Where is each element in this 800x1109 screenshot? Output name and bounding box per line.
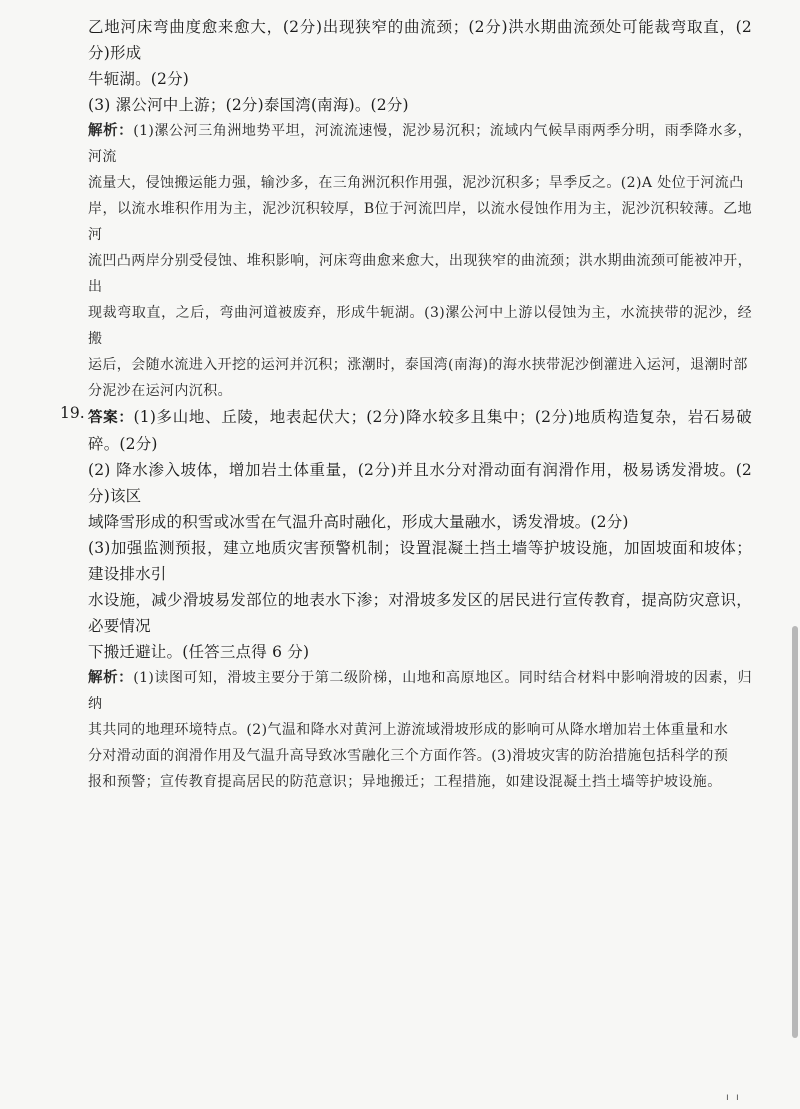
q18-analysis-line: 岸，以流水堆积作用为主，泥沙沉积较厚，B位于河流凹岸，以流水侵蚀作用为主，泥沙沉积较薄。乙地河 (88, 201, 752, 243)
footer-mark: ı ı (726, 1092, 741, 1103)
q19-analysis-line: 其共同的地理环境特点。(2)气温和降水对黄河上游流域滑坡形成的影响可从降水增加岩土体重量和水 (88, 722, 729, 738)
q18-analysis-line: 解析：(1)漯公河三角洲地势平坦，河流流速慢，泥沙易沉积；流域内气候旱雨两季分明，雨季降水多，河流 (88, 123, 753, 165)
q18-analysis-label: 解析： (88, 123, 134, 139)
q18-analysis-line: 运后，会随水流进入开挖的运河并沉积；涨潮时，泰国湾(南海)的海水挟带泥沙倒灌进入运河，退潮时部 (88, 357, 748, 373)
q18-answer-part3: (3) 漯公河中上游；(2分)泰国湾(南海)。(2分) (88, 96, 409, 114)
q18-analysis-line: 分泥沙在运河内沉积。 (88, 383, 232, 399)
q19-answer-line: 答案：(1)多山地、丘陵，地表起伏大；(2分)降水较多且集中；(2分)地质构造复杂，岩石易破碎。(2分) (88, 408, 752, 453)
vertical-scrollbar[interactable] (792, 626, 798, 1038)
q18-analysis-line: 流量大，侵蚀搬运能力强，输沙多，在三角洲沉积作用强，泥沙沉积多；旱季反之。(2)A 处位于河流凸 (88, 175, 744, 191)
q19-answer-line: (3)加强监测预报，建立地质灾害预警机制；设置混凝土挡土墙等护坡设施，加固坡面和坡体；建设排水引 (88, 539, 752, 583)
q18-analysis-line: 流凹凸两岸分别受侵蚀、堆积影响，河床弯曲愈来愈大，出现狭窄的曲流颈；洪水期曲流颈可能被冲开，出 (88, 253, 752, 295)
q18-answer-line: 牛轭湖。(2分) (88, 70, 190, 88)
q19-answer-line: 域降雪形成的积雪或冰雪在气温升高时融化，形成大量融水，诱发滑坡。(2分) (88, 513, 629, 531)
q19-answer-line: 水设施，减少滑坡易发部位的地表水下渗；对滑坡多发区的居民进行宣传教育，提高防灾意识，必要情况 (88, 591, 752, 635)
q18-answer-line: 乙地河床弯曲度愈来愈大，(2分)出现狭窄的曲流颈；(2分)洪水期曲流颈处可能裁弯取直，(2分)形成 (88, 18, 752, 62)
q18-analysis-line: 现裁弯取直，之后，弯曲河道被废弃，形成牛轭湖。(3)漯公河中上游以侵蚀为主，水流挟带的泥沙，经搬 (88, 305, 752, 347)
q19-answer-label: 答案： (88, 410, 134, 426)
q19-answer-line: (2) 降水渗入坡体，增加岩土体重量，(2分)并且水分对滑动面有润滑作用，极易诱发滑坡。(2分)该区 (88, 461, 752, 505)
q19-analysis-line: 分对滑动面的润滑作用及气温升高导致冰雪融化三个方面作答。(3)滑坡灾害的防治措施包括科学的预 (88, 748, 729, 764)
document-content (60, 14, 753, 795)
q19-answer-line: 下搬迁避让。(任答三点得 6 分) (88, 643, 310, 661)
q19-block (60, 404, 753, 795)
q19-analysis-line: 报和预警；宣传教育提高居民的防范意识；异地搬迁；工程措施，如建设混凝土挡土墙等护坡设施。 (88, 774, 722, 790)
q19-analysis-label: 解析： (88, 670, 134, 686)
q19-analysis (88, 665, 752, 795)
q19-number: 19. (60, 404, 85, 422)
q19-analysis-line: 解析：(1)读图可知，滑坡主要分于第二级阶梯，山地和高原地区。同时结合材料中影响滑坡的因素，归纳 (88, 670, 753, 712)
q18-analysis (88, 118, 752, 404)
